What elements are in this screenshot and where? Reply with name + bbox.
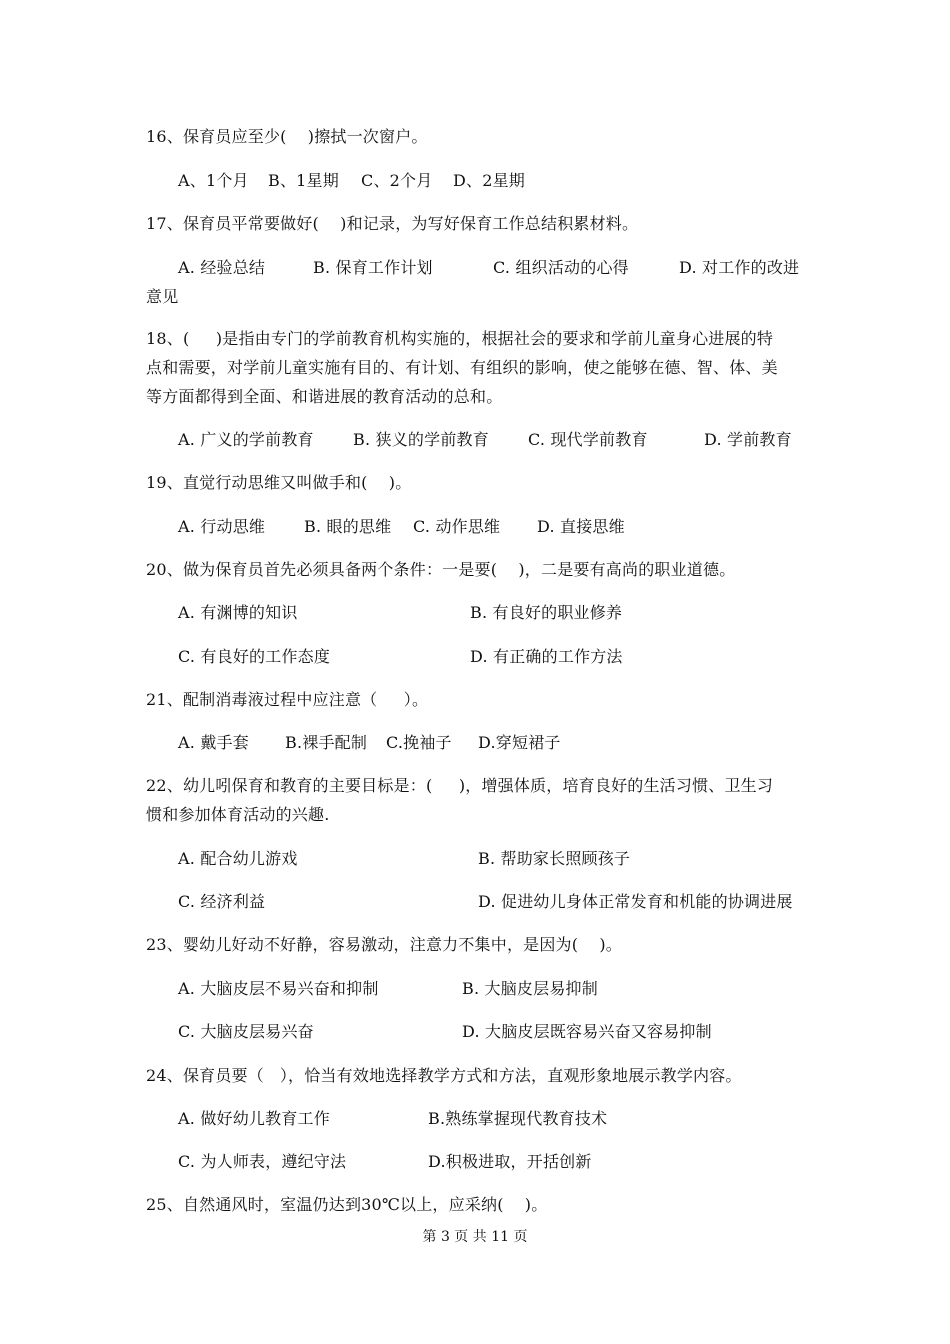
question-22-stem-line-1: 22、幼儿吲保育和教育的主要目标是：( )，增强体质，培育良好的生活习惯、卫生习 [146,776,774,795]
question-20-option-b: B. 有良好的职业修养 [470,603,623,622]
question-18-stem-line-3: 等方面都得到全面、和谐进展的教育活动的总和。 [146,387,503,406]
question-24-option-b: B.熟练掌握现代教育技术 [428,1109,608,1128]
question-17-option-c: C. 组织活动的心得 [493,258,629,277]
question-21-option-b: B.裸手配制 [285,733,368,752]
page-number-footer: 第 3 页 共 11 页 [422,1229,528,1245]
question-20-option-a: A. 有渊博的知识 [178,603,298,622]
question-20-option-c: C. 有良好的工作态度 [178,647,331,666]
question-18-option-c: C. 现代学前教育 [528,430,648,449]
question-20-option-d: D. 有正确的工作方法 [470,647,623,666]
question-21-option-d: D.穿短裙子 [478,733,561,752]
question-19-option-d: D. 直接思维 [537,517,625,536]
question-18-option-d: D. 学前教育 [704,430,792,449]
question-18-option-b: B. 狭义的学前教育 [353,430,489,449]
question-24-option-c: C. 为人师表，遵纪守法 [178,1152,347,1171]
question-22-option-d: D. 促进幼儿身体正常发育和机能的协调进展 [478,892,793,911]
question-17-option-a: A. 经验总结 [178,258,266,277]
question-23-option-b: B. 大脑皮层易抑制 [462,979,598,998]
question-16-option-b: B、1星期 [268,171,339,190]
question-23-stem: 23、婴幼儿好动不好静，容易激动，注意力不集中，是因为( )。 [146,935,622,954]
question-22-option-a: A. 配合幼儿游戏 [178,849,298,868]
question-17-stem: 17、保育员平常要做好( )和记录，为写好保育工作总结积累材料。 [146,214,639,233]
question-22-stem-line-2: 惯和参加体育活动的兴趣. [146,805,330,824]
question-19-option-c: C. 动作思维 [413,517,501,536]
question-22-option-b: B. 帮助家长照顾孩子 [478,849,631,868]
question-21-stem: 21、配制消毒液过程中应注意（ ）。 [146,690,429,709]
question-24-option-a: A. 做好幼儿教育工作 [178,1109,330,1128]
question-23-option-d: D. 大脑皮层既容易兴奋又容易抑制 [462,1022,712,1041]
question-20-stem: 20、做为保育员首先必须具备两个条件：一是要( )，二是要有高尚的职业道德。 [146,560,736,579]
question-17-option-d: D. 对工作的改进 [679,258,800,277]
question-24-option-d: D.积极进取，开括创新 [428,1152,592,1171]
question-17-option-b: B. 保育工作计划 [313,258,433,277]
question-24-stem: 24、保育员要（ ），恰当有效地选择教学方式和方法，直观形象地展示教学内容。 [146,1066,742,1085]
question-16-option-c: C、2个月 [361,171,433,190]
question-23-option-a: A. 大脑皮层不易兴奋和抑制 [178,979,379,998]
question-21-option-c: C.挽袖子 [386,733,452,752]
question-18-stem-line-2: 点和需要，对学前儿童实施有目的、有计划、有组织的影响，使之能够在德、智、体、美 [146,358,778,377]
question-17-option-d-wrap: 意见 [146,287,179,306]
question-22-option-c: C. 经济利益 [178,892,266,911]
question-23-option-c: C. 大脑皮层易兴奋 [178,1022,314,1041]
question-19-stem: 19、直觉行动思维又叫做手和( )。 [146,473,412,492]
question-25-stem: 25、自然通风时，室温仍达到30℃以上，应采纳( )。 [146,1195,548,1214]
question-16-option-d: D、2星期 [453,171,526,190]
question-16-option-a: A、1个月 [178,171,249,190]
question-19-option-b: B. 眼的思维 [304,517,392,536]
question-16-stem: 16、保育员应至少( )擦拭一次窗户。 [146,127,428,146]
question-19-option-a: A. 行动思维 [178,517,266,536]
question-21-option-a: A. 戴手套 [178,733,249,752]
question-18-option-a: A. 广义的学前教育 [178,430,314,449]
question-18-stem-line-1: 18、( )是指由专门的学前教育机构实施的，根据社会的要求和学前儿童身心进展的特 [146,329,774,348]
